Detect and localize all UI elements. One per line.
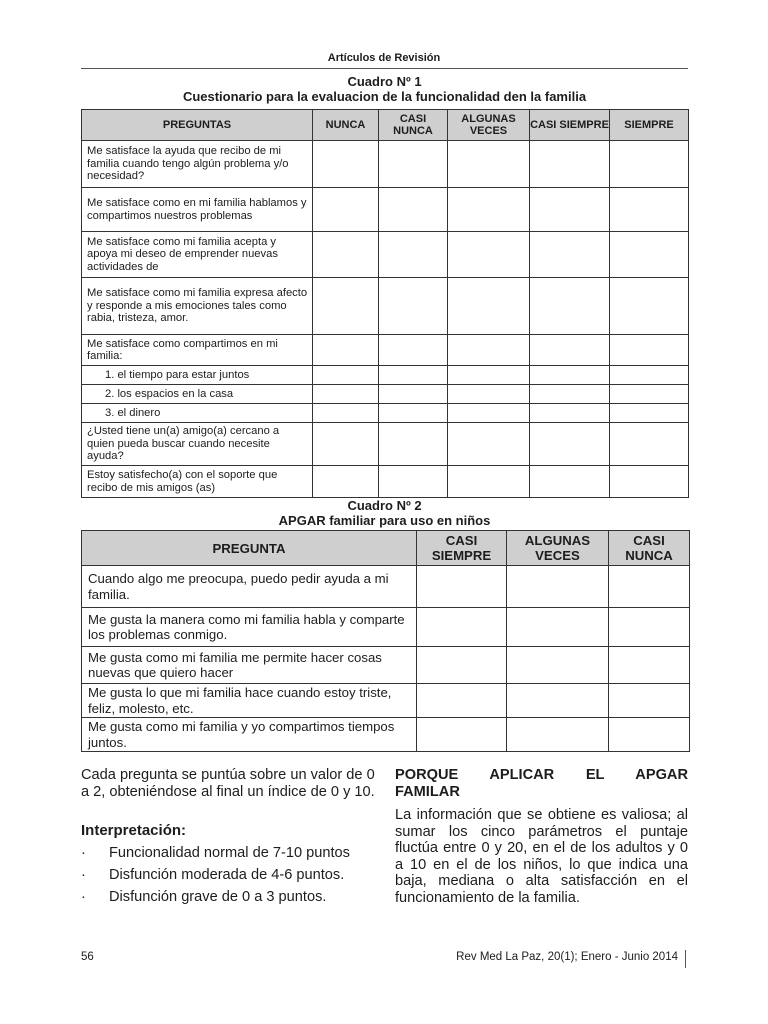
answer-cell[interactable]: [313, 188, 379, 232]
answer-cell[interactable]: [609, 566, 690, 608]
answer-cell[interactable]: [530, 335, 610, 366]
answer-cell[interactable]: [379, 423, 448, 466]
answer-cell[interactable]: [609, 684, 690, 718]
question-cell: Me gusta como mi familia y yo compartimos tiempos juntos.: [82, 718, 417, 752]
table-row: [82, 366, 689, 385]
answer-cell[interactable]: [507, 684, 609, 718]
functionality-questionnaire-table: [81, 109, 689, 498]
sub-question-cell: 1. el tiempo para estar juntos: [82, 366, 313, 385]
list-item: · Disfunción moderada de 4-6 puntos.: [81, 867, 345, 883]
journal-citation: Rev Med La Paz, 20(1); Enero - Junio 2014: [456, 951, 678, 963]
answer-cell[interactable]: [379, 466, 448, 498]
answer-cell[interactable]: [448, 366, 530, 385]
question-cell: Me satisface como mi familia acepta y apoya mi deseo de emprender nuevas actividades de: [82, 232, 313, 278]
answer-cell[interactable]: [379, 141, 448, 188]
answer-cell[interactable]: [530, 278, 610, 335]
footer-rule: [685, 950, 686, 968]
answer-cell[interactable]: [417, 608, 507, 647]
table-header-row: [82, 531, 690, 566]
answer-cell[interactable]: [313, 404, 379, 423]
answer-cell[interactable]: [448, 188, 530, 232]
interpretation-heading: Interpretación:: [81, 822, 187, 839]
table-row: [82, 404, 689, 423]
table-row: [82, 188, 689, 232]
answer-cell[interactable]: [530, 232, 610, 278]
answer-cell[interactable]: [530, 385, 610, 404]
answer-cell[interactable]: [448, 404, 530, 423]
bullet-icon: ·: [81, 867, 86, 883]
scoring-paragraph: Cada pregunta se puntúa sobre un valor de 0 a 2, obteniéndose al final un índice de 0 y 10.: [81, 767, 375, 800]
question-cell: ¿Usted tiene un(a) amigo(a) cercano a quien pueda buscar cuando necesite ayuda?: [82, 423, 313, 466]
answer-cell[interactable]: [313, 466, 379, 498]
interpretation-list: [81, 845, 381, 911]
answer-cell[interactable]: [610, 466, 689, 498]
answer-cell[interactable]: [507, 566, 609, 608]
question-cell: Me satisface como compartimos en mi familia:: [82, 335, 313, 366]
table-row: [82, 278, 689, 335]
answer-cell[interactable]: [530, 423, 610, 466]
apgar-section-heading: PORQUE APLICAR EL APGAR FAMILAR: [395, 767, 688, 800]
question-cell: Me satisface la ayuda que recibo de mi familia cuando tengo algún problema y/o necesidad?: [82, 141, 313, 188]
list-item: · Disfunción grave de 0 a 3 puntos.: [81, 889, 327, 905]
answer-cell[interactable]: [448, 466, 530, 498]
column-header: CASI SIEMPRE: [417, 531, 507, 566]
answer-cell[interactable]: [448, 232, 530, 278]
sub-question-cell: 2. los espacios en la casa: [82, 385, 313, 404]
answer-cell[interactable]: [530, 141, 610, 188]
table-row: [82, 232, 689, 278]
answer-cell[interactable]: [448, 385, 530, 404]
answer-cell[interactable]: [507, 647, 609, 684]
column-header: ALGUNAS VECES: [507, 531, 609, 566]
answer-cell[interactable]: [530, 466, 610, 498]
answer-cell[interactable]: [379, 278, 448, 335]
answer-cell[interactable]: [610, 366, 689, 385]
sub-question-cell: 3. el dinero: [82, 404, 313, 423]
bullet-icon: ·: [81, 845, 86, 861]
answer-cell[interactable]: [417, 718, 507, 752]
table-row: [82, 608, 690, 647]
answer-cell[interactable]: [530, 188, 610, 232]
table-row: [82, 141, 689, 188]
answer-cell[interactable]: [530, 366, 610, 385]
table-row: [82, 385, 689, 404]
question-cell: Estoy satisfecho(a) con el soporte que recibo de mis amigos (as): [82, 466, 313, 498]
answer-cell[interactable]: [417, 647, 507, 684]
column-header: CASI NUNCA: [379, 110, 448, 141]
table2-number: Cuadro Nº 2: [347, 498, 422, 513]
answer-cell[interactable]: [507, 718, 609, 752]
table2-title: APGAR familiar para uso en niños: [278, 513, 491, 528]
list-item: · Funcionalidad normal de 7-10 puntos: [81, 845, 350, 861]
answer-cell[interactable]: [313, 278, 379, 335]
column-header: ALGUNAS VECES: [448, 110, 530, 141]
answer-cell[interactable]: [610, 188, 689, 232]
bullet-icon: ·: [81, 889, 86, 905]
column-header: NUNCA: [313, 110, 379, 141]
section-header: Artículos de Revisión: [327, 52, 441, 64]
table-row: [82, 647, 690, 684]
answer-cell[interactable]: [610, 423, 689, 466]
header-rule: [81, 68, 688, 69]
page-number: 56: [81, 951, 94, 963]
answer-cell[interactable]: [313, 335, 379, 366]
answer-cell[interactable]: [448, 278, 530, 335]
answer-cell[interactable]: [379, 366, 448, 385]
answer-cell[interactable]: [610, 278, 689, 335]
answer-cell[interactable]: [313, 141, 379, 188]
table-row: [82, 566, 690, 608]
answer-cell[interactable]: [379, 232, 448, 278]
answer-cell[interactable]: [313, 366, 379, 385]
question-cell: Me satisface como mi familia expresa afecto y responde a mis emociones tales como rabia, tristeza, amor.: [82, 278, 313, 335]
answer-cell[interactable]: [313, 232, 379, 278]
question-cell: Me gusta la manera como mi familia habla y comparte los problemas conmigo.: [82, 608, 417, 647]
answer-cell[interactable]: [530, 404, 610, 423]
question-cell: Cuando algo me preocupa, puedo pedir ayuda a mi familia.: [82, 566, 417, 608]
table-row: [82, 423, 689, 466]
column-header: CASI NUNCA: [609, 531, 690, 566]
apgar-children-table: [81, 530, 690, 752]
answer-cell[interactable]: [379, 385, 448, 404]
question-cell: Me gusta como mi familia me permite hacer cosas nuevas que quiero hacer: [82, 647, 417, 684]
column-header: SIEMPRE: [610, 110, 689, 141]
answer-cell[interactable]: [610, 232, 689, 278]
answer-cell[interactable]: [507, 608, 609, 647]
answer-cell[interactable]: [609, 647, 690, 684]
table-header-row: [82, 110, 689, 141]
answer-cell[interactable]: [448, 335, 530, 366]
answer-cell[interactable]: [610, 385, 689, 404]
answer-cell[interactable]: [609, 608, 690, 647]
column-header: CASI SIEMPRE: [530, 110, 610, 141]
answer-cell[interactable]: [610, 141, 689, 188]
question-cell: Me satisface como en mi familia hablamos y compartimos nuestros problemas: [82, 188, 313, 232]
answer-cell[interactable]: [610, 404, 689, 423]
table-row: [82, 684, 690, 718]
table1-number: Cuadro Nº 1: [347, 74, 422, 89]
table-row: [82, 466, 689, 498]
apgar-section-body: La información que se obtiene es valiosa; al sumar los cinco parámetros el puntaje fluctúa entre 0 y 20, en el de los adultos y 0 a 10 en el de los niños, lo que indica una baja, mediana o alta satisfacción en el funcionamiento de la familia.: [395, 807, 688, 906]
question-cell: Me gusta lo que mi familia hace cuando estoy triste, feliz, molesto, etc.: [82, 684, 417, 718]
table-row: [82, 718, 690, 752]
answer-cell[interactable]: [379, 188, 448, 232]
table1-title: Cuestionario para la evaluacion de la funcionalidad den la familia: [182, 89, 587, 104]
answer-cell[interactable]: [313, 423, 379, 466]
column-header: PREGUNTA: [82, 531, 417, 566]
answer-cell[interactable]: [313, 385, 379, 404]
answer-cell[interactable]: [448, 423, 530, 466]
answer-cell[interactable]: [417, 566, 507, 608]
answer-cell[interactable]: [610, 335, 689, 366]
answer-cell[interactable]: [379, 335, 448, 366]
answer-cell[interactable]: [417, 684, 507, 718]
answer-cell[interactable]: [379, 404, 448, 423]
table-row: [82, 335, 689, 366]
column-header: PREGUNTAS: [82, 110, 313, 141]
answer-cell[interactable]: [609, 718, 690, 752]
answer-cell[interactable]: [448, 141, 530, 188]
